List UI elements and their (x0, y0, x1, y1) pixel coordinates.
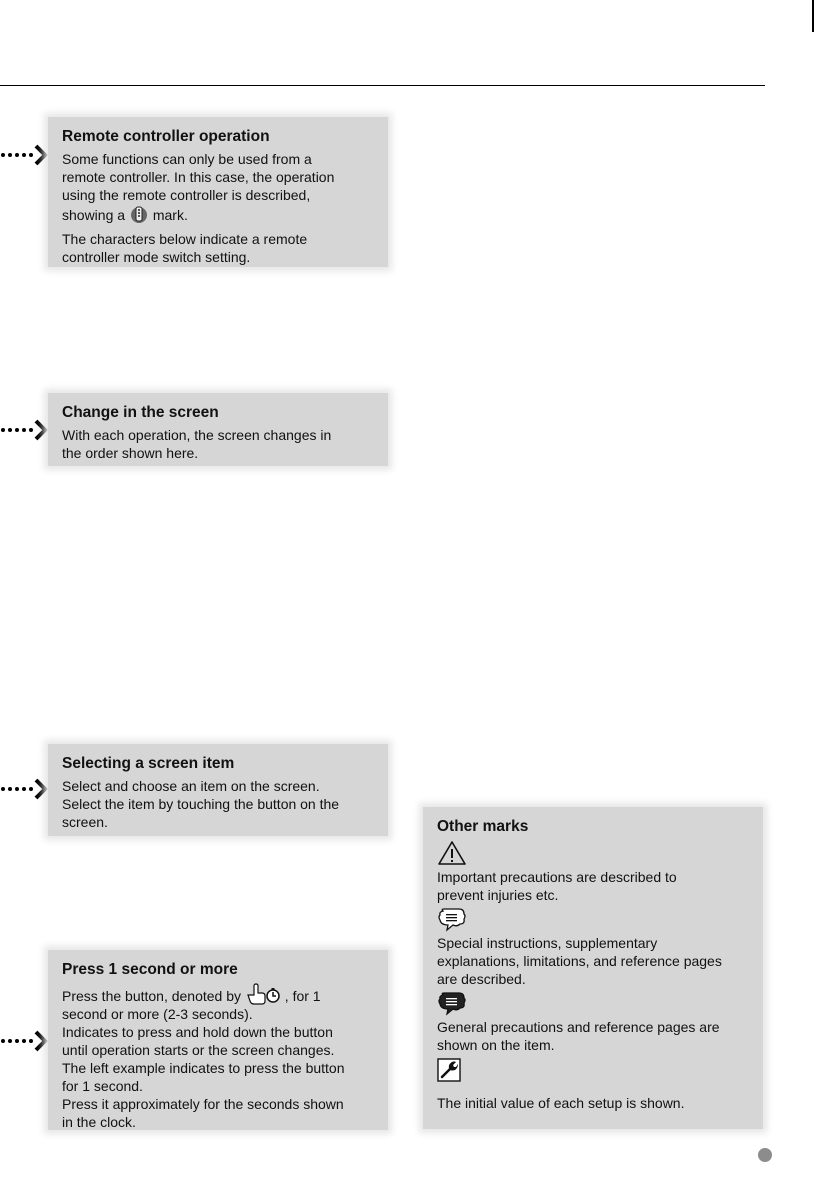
press-hold-hand-clock-icon (245, 983, 281, 1005)
dotted-arrow-icon (0, 1029, 48, 1053)
note-line-1: Special instructions, supplementary (437, 935, 658, 951)
setup-line-1: The initial value of each setup is shown. (437, 1095, 685, 1111)
change-line-2: the order shown here. (62, 445, 199, 461)
remote-title: Remote controller operation (62, 128, 270, 145)
remote-line-4-end: mark. (152, 207, 188, 223)
remote-controller-icon (129, 204, 149, 224)
warning-line-1: Important precautions are described to (437, 869, 677, 885)
press-line-7: Press it approximately for the seconds shown (62, 1096, 344, 1112)
page-edge-line (812, 0, 814, 32)
remote-line-3: using the remote controller is described, (62, 187, 311, 203)
dotted-arrow-icon (0, 143, 48, 167)
remote-note-2: controller mode switch setting. (62, 249, 251, 265)
press-title: Press 1 second or more (62, 961, 238, 978)
note-line-2: explanations, limitations, and reference pages (437, 953, 722, 969)
press-line-6: for 1 second. (62, 1078, 143, 1094)
press-line-5: The left example indicates to press the button (62, 1060, 345, 1076)
other-marks-box (423, 807, 763, 1129)
dotted-arrow-icon (0, 777, 48, 801)
press-line-3: Indicates to press and hold down the button (62, 1024, 333, 1040)
other-title: Other marks (437, 818, 529, 835)
dotted-arrow-icon (0, 418, 48, 442)
note-line-3: are described. (437, 971, 526, 987)
wrench-icon (437, 1058, 461, 1082)
warning-triangle-icon (437, 840, 467, 866)
press-line-8: in the clock. (62, 1114, 136, 1130)
press-line-4: until operation starts or the screen changes. (62, 1042, 335, 1058)
change-line-1: With each operation, the screen changes in (62, 427, 332, 443)
remote-controller-box (48, 117, 388, 267)
press-one-second-box (48, 950, 388, 1130)
press-line-1-start: Press the button, denoted by (62, 988, 242, 1004)
note-filled-icon (437, 992, 467, 1016)
header-rule (0, 85, 765, 86)
press-line-1 (62, 983, 374, 1005)
page-marker-dot (758, 1148, 772, 1162)
selecting-item-box (48, 744, 388, 836)
press-line-2: second or more (2-3 seconds). (62, 1006, 253, 1022)
select-line-3: screen. (62, 814, 108, 830)
remote-line-1: Some functions can only be used from a (62, 151, 312, 167)
caution-line-1: General precautions and reference pages are (437, 1019, 720, 1035)
change-screen-box (48, 393, 388, 466)
select-title: Selecting a screen item (62, 755, 235, 772)
press-line-1-end: , for 1 (284, 988, 321, 1004)
remote-line-2: remote controller. In this case, the operation (62, 169, 335, 185)
remote-note-1: The characters below indicate a remote (62, 231, 308, 247)
caution-line-2: shown on the item. (437, 1037, 555, 1053)
warning-line-2: prevent injuries etc. (437, 887, 559, 903)
remote-line-4 (62, 204, 374, 224)
remote-line-4-start: showing a (62, 207, 126, 223)
change-title: Change in the screen (62, 404, 219, 421)
select-line-1: Select and choose an item on the screen. (62, 778, 320, 794)
select-line-2: Select the item by touching the button on the (62, 796, 340, 812)
note-outline-icon (437, 908, 467, 932)
